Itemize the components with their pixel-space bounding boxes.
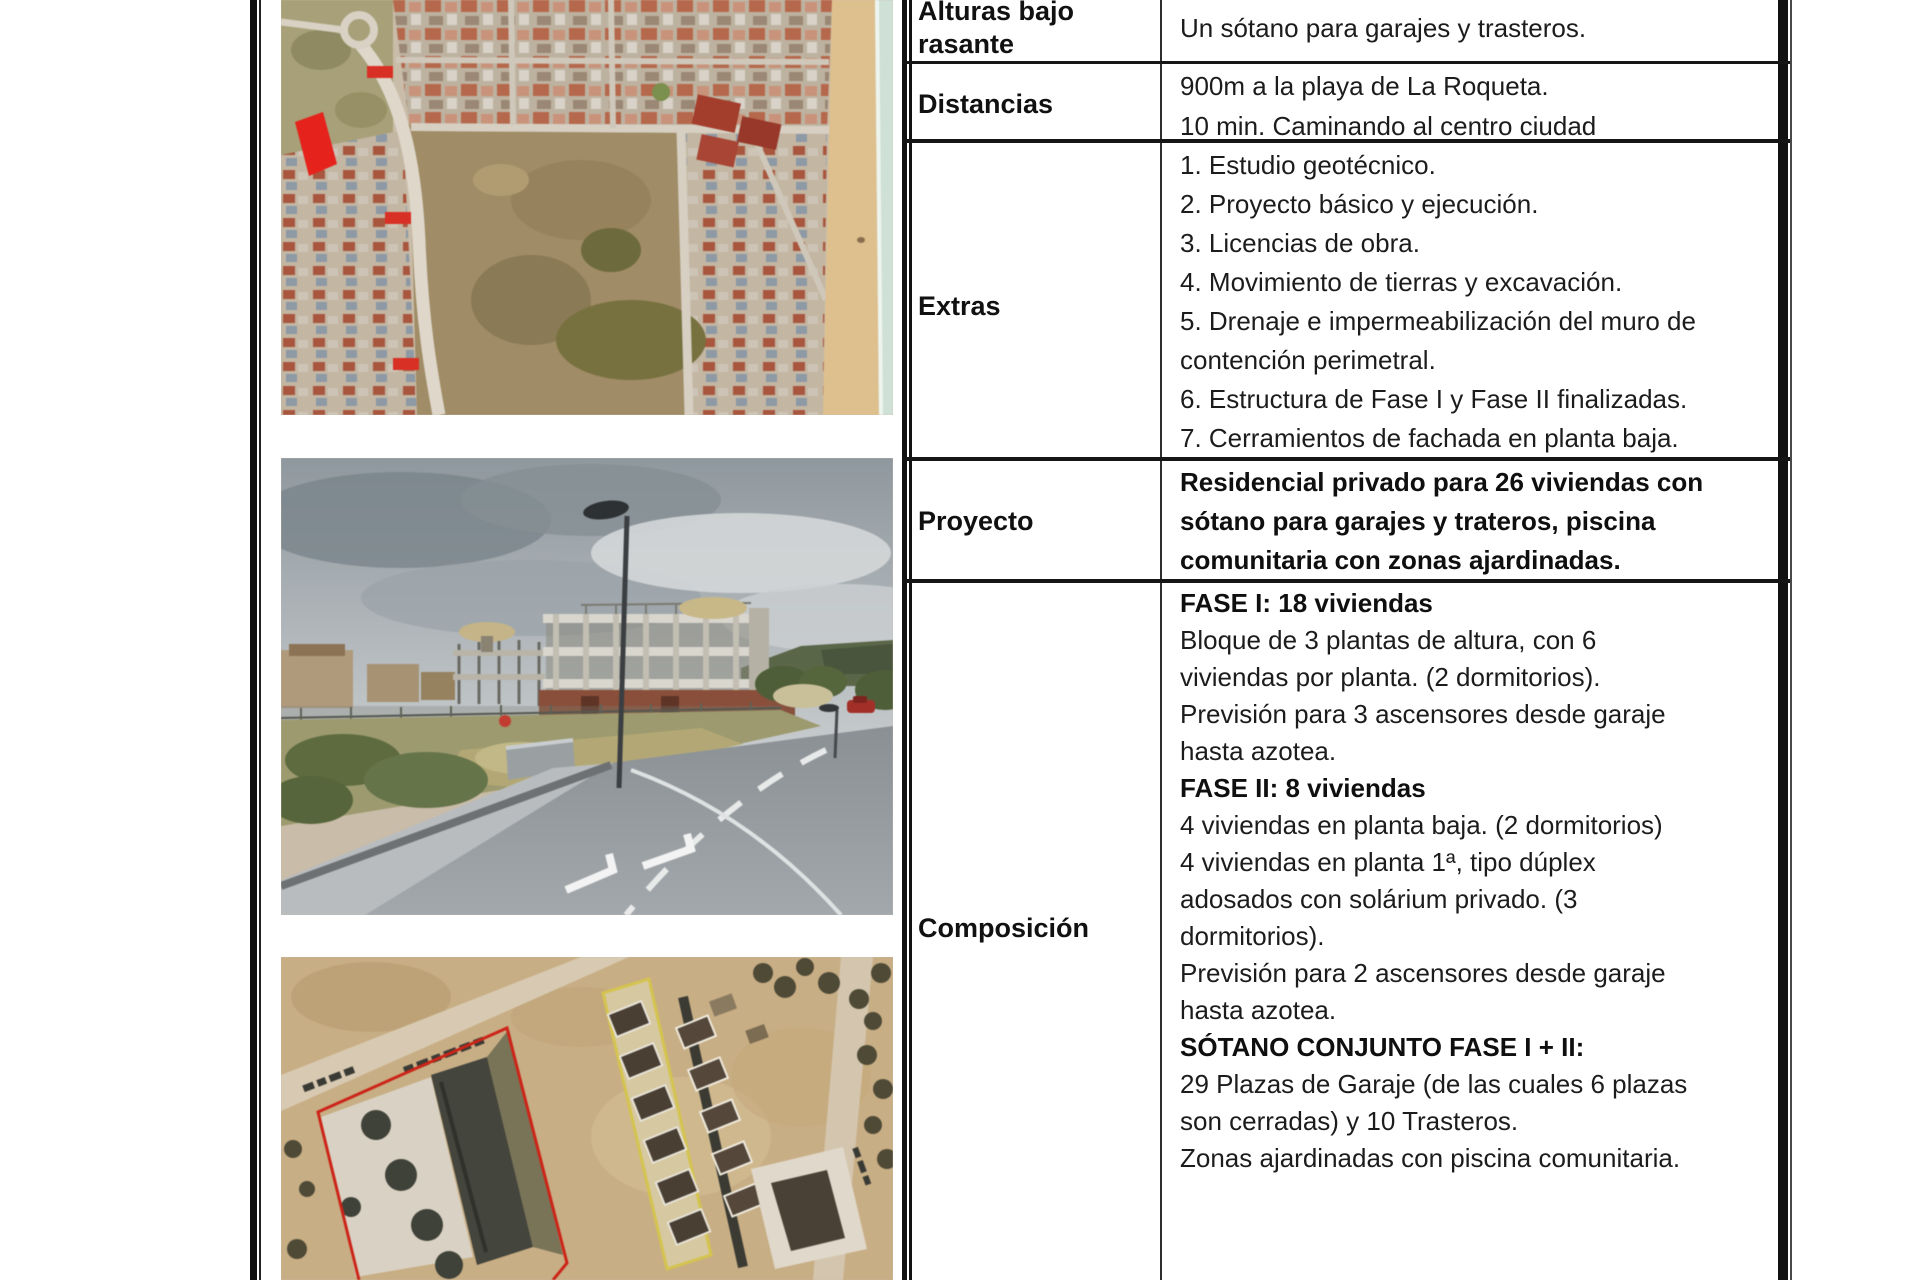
text-line: FASE II: 8 viviendas — [1180, 773, 1426, 803]
label-line: rasante — [918, 29, 1015, 59]
property-photo-street-view — [281, 458, 893, 915]
small-sign — [499, 715, 511, 727]
table-border-left-inner — [909, 0, 912, 1280]
label-line: Alturas bajo — [918, 0, 1075, 26]
row-label-extras: Extras — [918, 291, 1001, 321]
text-line: 4 viviendas en planta baja. (2 dormitorios) — [1180, 810, 1663, 840]
text-line: 4 viviendas en planta 1ª, tipo dúplex — [1180, 847, 1596, 877]
text-line: FASE I: 18 viviendas — [1180, 588, 1433, 618]
text-line: Residencial privado para 26 viviendas con — [1180, 467, 1704, 497]
text-line: Previsión para 3 ascensores desde garaje — [1180, 699, 1666, 729]
text-line: sótano para garajes y trateros, piscina — [1180, 506, 1656, 536]
text-line: contención perimetral. — [1180, 345, 1436, 375]
text-line: Bloque de 3 plantas de altura, con 6 — [1180, 625, 1597, 655]
row-content-alturas — [1180, 12, 1780, 45]
text-line: 6. Estructura de Fase I y Fase II finalizadas. — [1180, 384, 1688, 414]
text-line: hasta azotea. — [1180, 995, 1337, 1025]
page-left-border — [250, 0, 257, 1280]
text-line: 7. Cerramientos de fachada en planta baja. — [1180, 423, 1679, 453]
text-line: adosados con solárium privado. (3 — [1180, 884, 1578, 914]
text-line: viviendas por planta. (2 dormitorios). — [1180, 662, 1601, 692]
table-column-separator — [1160, 0, 1162, 1280]
text-line: hasta azotea. — [1180, 736, 1337, 766]
satellite-photo-icon — [281, 957, 893, 1280]
text-line: Previsión para 2 ascensores desde garaje — [1180, 958, 1666, 988]
table-border-left — [902, 0, 907, 1280]
text-line: SÓTANO CONJUNTO FASE I + II: — [1180, 1032, 1585, 1062]
property-photo-aerial-plot — [281, 957, 893, 1280]
satellite-photo-icon — [281, 0, 893, 415]
row-content-distancias — [1180, 66, 1780, 146]
page-left-border-inner — [259, 0, 261, 1280]
route-badge — [367, 66, 393, 78]
text-line: Zonas ajardinadas con piscina comunitaria. — [1180, 1143, 1681, 1173]
text-line: dormitorios). — [1180, 921, 1325, 951]
text-line: 4. Movimiento de tierras y excavación. — [1180, 267, 1623, 297]
row-label-proyecto: Proyecto — [918, 506, 1034, 536]
text-line: 1. Estudio geotécnico. — [1180, 150, 1436, 180]
table-border-right-inner — [1790, 0, 1792, 1280]
text-line: 10 min. Caminando al centro ciudad — [1180, 111, 1597, 141]
route-badge — [385, 212, 411, 224]
row-label-distancias: Distancias — [918, 89, 1054, 119]
row-label-composicion: Composición — [918, 913, 1090, 943]
row-label-alturas — [918, 0, 1154, 61]
route-badge — [393, 358, 419, 370]
text-line: 3. Licencias de obra. — [1180, 228, 1420, 258]
text-line: 29 Plazas de Garaje (de las cuales 6 plazas — [1180, 1069, 1688, 1099]
text-line: Un sótano para garajes y trasteros. — [1180, 13, 1587, 43]
table-row-border — [902, 61, 1790, 64]
street-photo-icon — [281, 458, 893, 915]
text-line: son cerradas) y 10 Trasteros. — [1180, 1106, 1519, 1136]
text-line: 900m a la playa de La Roqueta. — [1180, 71, 1549, 101]
text-line: 2. Proyecto básico y ejecución. — [1180, 189, 1539, 219]
text-line: comunitaria con zonas ajardinadas. — [1180, 545, 1621, 575]
property-photo-aerial-overview — [281, 0, 893, 415]
text-line: 5. Drenaje e impermeabilización del muro de — [1180, 306, 1696, 336]
row-content-extras — [1180, 146, 1780, 458]
row-content-composicion — [1180, 585, 1780, 1177]
row-content-proyecto — [1180, 463, 1780, 580]
